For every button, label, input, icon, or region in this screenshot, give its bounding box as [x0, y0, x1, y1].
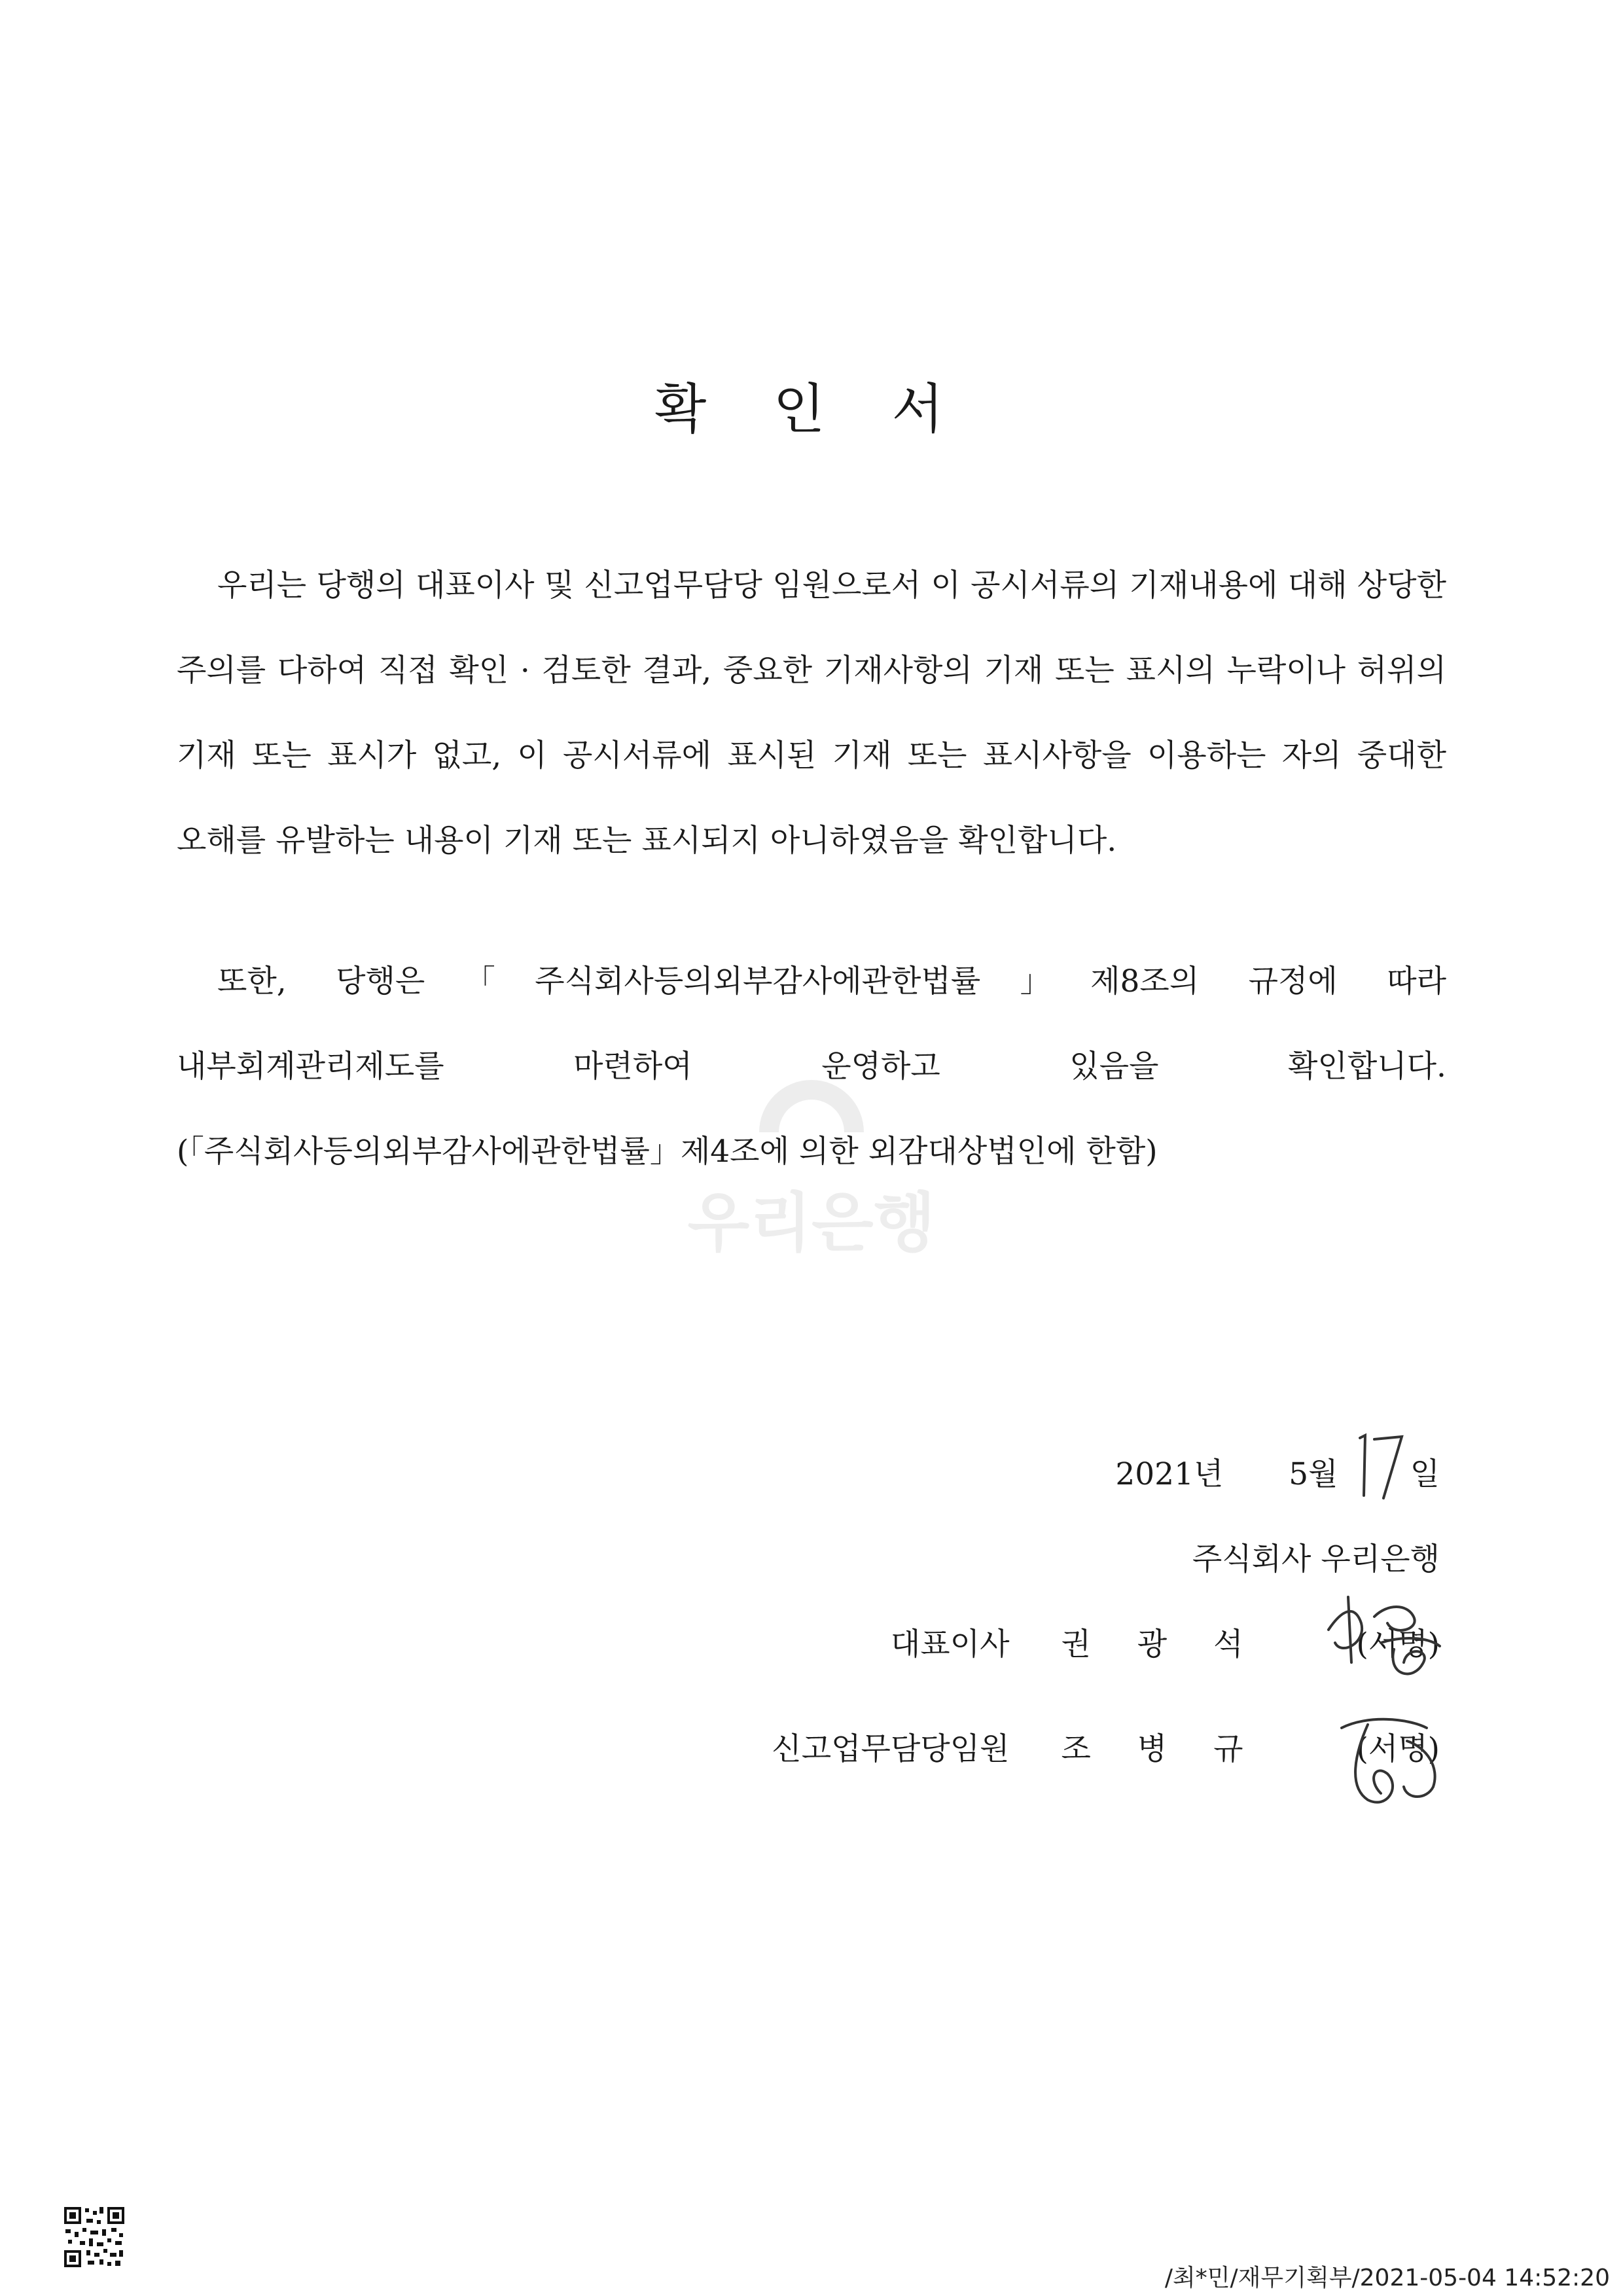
company-name: 주식회사 우리은행: [1192, 1541, 1440, 1577]
signatory-role: 대표이사: [890, 1626, 1010, 1662]
date-day-suffix: 일: [1410, 1456, 1440, 1492]
confirmation-paragraph: 우리는 당행의 대표이사 및 신고업무담당 임원으로서 이 공시서류의 기재내용에 대해 상당한 주의를 다하여 직접 확인 · 검토한 결과, 중요한 기재사항의 기재 또는 표시의 누락이나 허위의 기재 또는 표시가 없고, 이 공시서류에 표시된 기재 또는 표시사항을 이용하는 자의 중대한 오해를 유발하는 내용이 기재 또는 표시되지 아니하였음을 확인합니다.: [177, 567, 1446, 859]
internal-control-paragraph: 또한, 당행은「주식회사등의외부감사에관한법률」제8조의 규정에 따라 내부회계관리제도를 마련하여 운영하고 있음을 확인합니다.(「주식회사등의외부감사에관한법률」제4조에 의한 외감대상법인에 한함): [177, 963, 1446, 1170]
qr-code-icon: [63, 2206, 126, 2269]
document-date: [1115, 1450, 1440, 1494]
document-issue-stamp: /최*민/재무기획부/2021-05-04 14:52:20: [1164, 2265, 1610, 2291]
signatory-role: 신고업무담당임원: [772, 1731, 1010, 1767]
signature-mark: (서명): [1356, 1626, 1440, 1662]
document-title: 확 인 서: [654, 378, 969, 440]
signatory-ceo: [891, 1620, 1440, 1664]
woori-logo-icon: [687, 1041, 936, 1172]
date-year: 2021년: [1115, 1456, 1224, 1492]
signatory-disclosure-officer: [772, 1725, 1440, 1768]
woori-bank-watermark: [687, 1041, 936, 1261]
watermark-text: 우리은행: [687, 1186, 936, 1261]
signatory-name: 조 병 규: [1061, 1731, 1262, 1767]
signatory-name: 권 광 석: [1061, 1626, 1262, 1662]
signature-mark: (서명): [1356, 1731, 1440, 1767]
date-month: 5월: [1289, 1456, 1338, 1492]
